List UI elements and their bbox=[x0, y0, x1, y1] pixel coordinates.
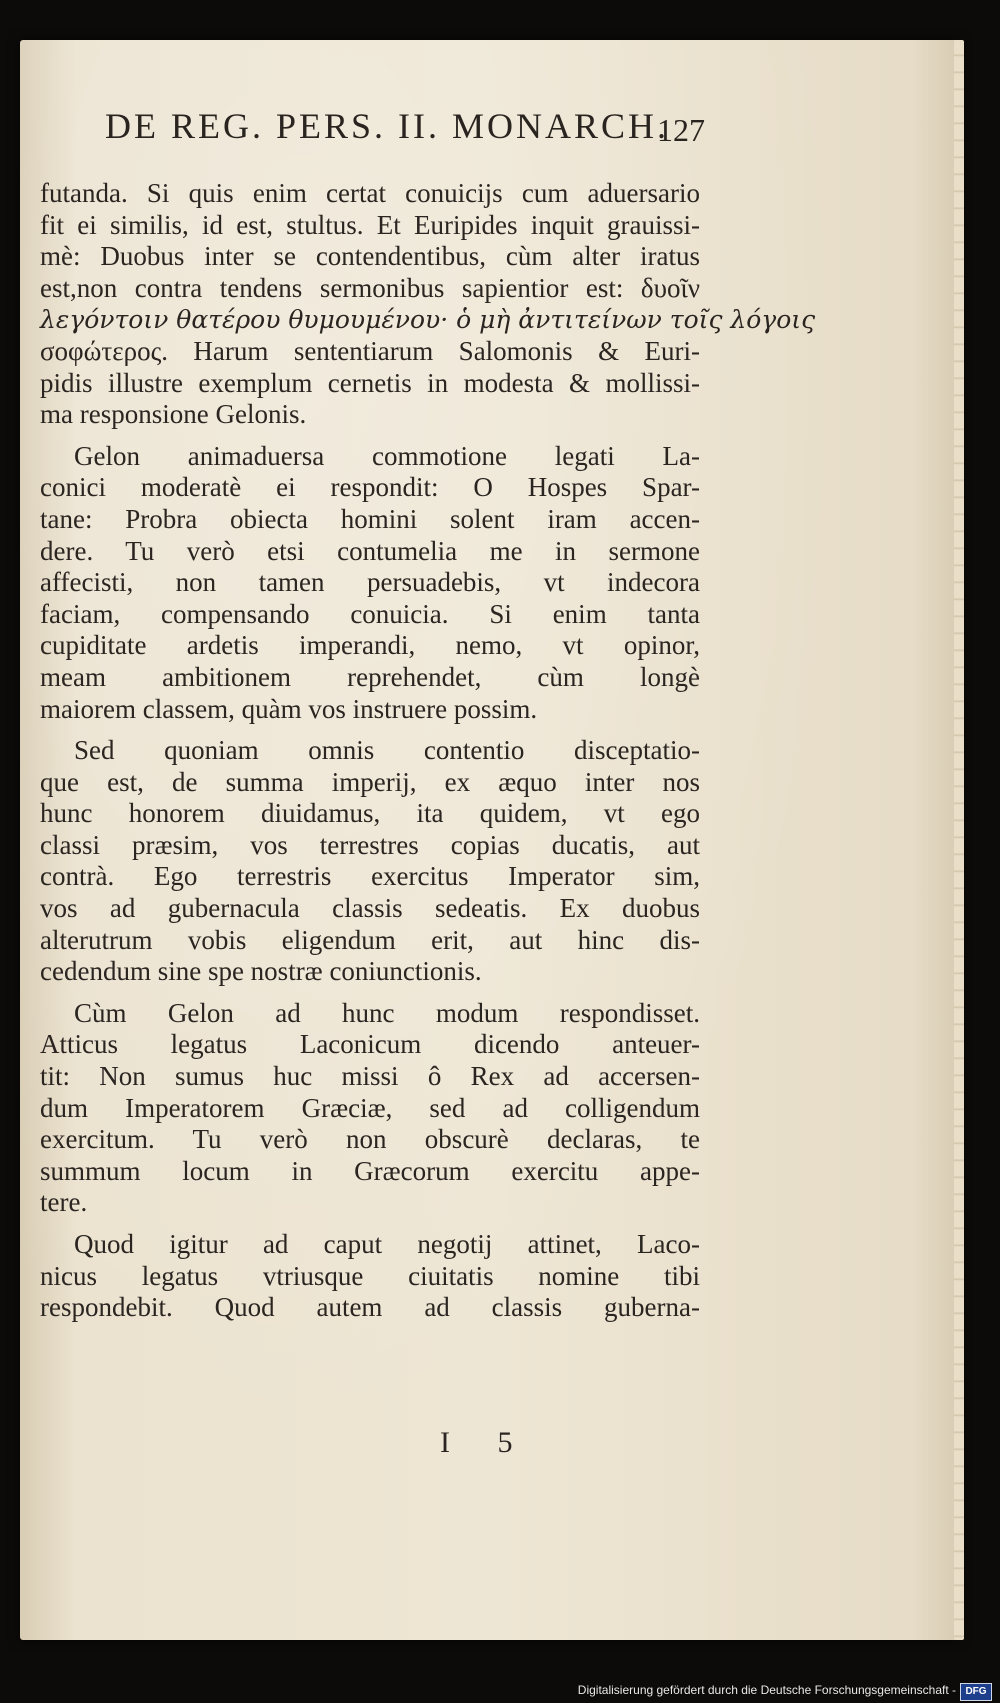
text-line: meam ambitionem reprehendet, cùm longè bbox=[40, 661, 700, 692]
text-line: cupiditate ardetis imperandi, nemo, vt opinor, bbox=[40, 630, 700, 661]
text-line: alterutrum vobis eligendum erit, aut hinc dis- bbox=[40, 924, 700, 955]
text-line: affecisti, non tamen persuadebis, vt indecora bbox=[40, 567, 700, 598]
text-line: summum locum in Græcorum exercitu appe- bbox=[40, 1155, 700, 1186]
text-line: tane: Probra obiecta homini solent iram accen- bbox=[40, 503, 700, 534]
text-line: futanda. Si quis enim certat conuicijs cum aduersario bbox=[40, 178, 700, 208]
text-line: fit ei similis, id est, stultus. Et Euripides inquit grauissi- bbox=[40, 209, 700, 240]
text-line: Cùm Gelon ad hunc modum respondisset. bbox=[74, 997, 700, 1028]
text-line: exercitum. Tu verò non obscurè declaras, te bbox=[40, 1124, 700, 1155]
text-line: vos ad gubernacula classis sedeatis. Ex duobus bbox=[40, 893, 700, 924]
text-line: que est, de summa imperij, ex æquo inter nos bbox=[40, 766, 700, 797]
text-line: faciam, compensando conuicia. Si enim tanta bbox=[40, 598, 700, 629]
dfg-logo: DFG bbox=[960, 1683, 992, 1701]
text-line: Sed quoniam omnis contentio disceptatio- bbox=[74, 735, 700, 766]
text-line: est,non contra tendens sermonibus sapientior est: δυοῖν bbox=[40, 272, 700, 303]
text-line: hunc honorem diuidamus, ita quidem, vt ego bbox=[40, 798, 700, 829]
text-line: cedendum sine spe nostræ coniunctionis. bbox=[40, 956, 482, 987]
text-line: tere. bbox=[40, 1187, 88, 1218]
running-head: DE REG. PERS. II. MONARCH. bbox=[105, 106, 670, 146]
text-line: Quod igitur ad caput negotij attinet, Laco- bbox=[74, 1229, 700, 1259]
text-line: tit: Non sumus huc missi ô Rex ad accersen- bbox=[40, 1061, 700, 1092]
text-line: mè: Duobus inter se contendentibus, cùm alter iratus bbox=[40, 241, 700, 272]
text-line: pidis illustre exemplum cernetis in modesta & mollissi- bbox=[40, 367, 700, 398]
book-page bbox=[20, 40, 960, 1640]
text-line: nicus legatus vtriusque ciuitatis nomine tibi bbox=[40, 1260, 700, 1291]
page-edge bbox=[954, 40, 964, 1640]
text-line: Atticus legatus Laconicum dicendo anteuer- bbox=[40, 1029, 700, 1060]
text-line: conici moderatè ei respondit: O Hospes Spar- bbox=[40, 472, 700, 503]
text-line: dere. Tu verò etsi contumelia me in sermone bbox=[40, 535, 700, 566]
page-number: 127 bbox=[657, 112, 705, 148]
text-line: σοφώτερος. Harum sententiarum Salomonis & Euri- bbox=[40, 335, 700, 366]
text-line: maiorem classem, quàm vos instruere possim. bbox=[40, 693, 538, 724]
body-text bbox=[40, 178, 816, 1324]
text-line: λεγόντοιν θατέρου θυμουμένου· ὁ μὴ ἀντιτείνων τοῖς λόγοις bbox=[40, 305, 816, 335]
text-line: contrà. Ego terrestris exercitus Imperator sim, bbox=[40, 861, 700, 892]
text-line: classi præsim, vos terrestres copias ducatis, aut bbox=[40, 829, 700, 860]
funding-credit: Digitalisierung gefördert durch die Deutsche Forschungsgemeinschaft - bbox=[577, 1683, 956, 1697]
text-line: respondebit. Quod autem ad classis guberna- bbox=[40, 1292, 700, 1323]
signature-mark: I 5 bbox=[440, 1426, 533, 1459]
text-line: dum Imperatorem Græciæ, sed ad colligendum bbox=[40, 1092, 700, 1123]
text-line: Gelon animaduersa commotione legati La- bbox=[74, 440, 700, 471]
text-line: ma responsione Gelonis. bbox=[40, 399, 307, 430]
